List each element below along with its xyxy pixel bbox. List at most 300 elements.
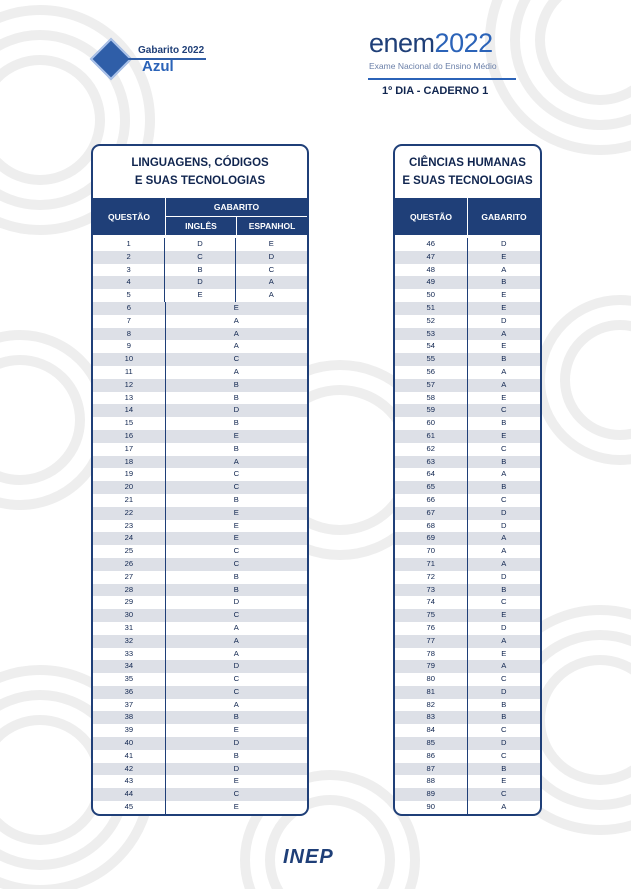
question-number: 56 [395,366,468,379]
question-number: 67 [395,507,468,520]
question-number: 41 [93,750,166,763]
answer: E [501,648,507,658]
answer: D [501,520,507,530]
answer: C [233,674,240,684]
answer: B [233,712,239,722]
question-number: 21 [93,494,166,507]
question-number: 58 [395,392,468,405]
table-row [93,456,307,469]
answer: D [233,405,240,415]
answer: B [233,750,239,760]
table-row [93,545,307,558]
question-number: 23 [93,520,166,533]
question-number: 76 [395,622,468,635]
answer: E [233,302,239,312]
question-number: 9 [93,340,166,353]
question-number: 80 [395,673,468,686]
table-row [395,801,540,814]
question-number: 54 [395,340,468,353]
question-number: 55 [395,353,468,366]
table-row [395,648,540,661]
table-row [93,763,307,776]
answer-ingles: E [165,289,235,302]
table-row [395,622,540,635]
answer: A [501,264,507,274]
table-row [395,443,540,456]
answer: A [233,341,239,351]
answer: A [501,379,507,389]
answer-espanhol: E [268,239,274,248]
table-row [395,251,540,264]
question-number: 75 [395,609,468,622]
question-number: 79 [395,660,468,673]
answer: D [501,571,507,581]
question-number: 16 [93,430,166,443]
question-number: 29 [93,596,166,609]
question-number: 81 [395,686,468,699]
answer-espanhol: A [268,290,274,300]
answer: A [233,456,239,466]
answer: D [501,622,507,632]
answer: D [501,315,507,325]
enem-logo [369,28,493,59]
table-row [395,711,540,724]
table-row [395,545,540,558]
table-row [93,737,307,750]
table-row [395,494,540,507]
table-row [395,532,540,545]
question-number: 17 [93,443,166,456]
table-row [395,788,540,801]
question-number: 48 [395,264,468,277]
answer: C [501,443,507,453]
question-number: 50 [395,289,468,302]
table-row [93,660,307,673]
question-number: 43 [93,775,166,788]
table-row [93,379,307,392]
answer: E [233,776,239,786]
answer: C [501,674,507,684]
question-number: 45 [93,801,166,814]
answer: C [501,750,507,760]
table-body [395,238,540,814]
table-row [93,724,307,737]
answer: B [501,712,507,722]
question-number: 84 [395,724,468,737]
answer: B [501,354,507,364]
question-number: 78 [395,648,468,661]
question-number: 62 [395,443,468,456]
question-number: 28 [93,584,166,597]
table-row [395,571,540,584]
table-row [93,648,307,661]
table-row [395,763,540,776]
table-row [395,468,540,481]
answer: E [501,251,507,261]
table-row [395,264,540,277]
question-number: 66 [395,494,468,507]
answer: A [233,635,239,645]
question-number: 12 [93,379,166,392]
question-number: 24 [93,532,166,545]
panel-title-line1: CIÊNCIAS HUMANAS [409,157,526,169]
table-row [93,417,307,430]
answer: D [501,507,507,517]
answer: A [501,802,507,812]
answer: A [233,622,239,632]
answer: E [233,802,239,812]
table-row [395,699,540,712]
question-number: 51 [395,302,468,315]
table-row [93,801,307,814]
table-row [395,456,540,469]
table-row [395,404,540,417]
table-row [93,788,307,801]
question-number: 15 [93,417,166,430]
answer: B [501,277,507,287]
answer: B [501,418,507,428]
question-number: 87 [395,763,468,776]
answer: B [233,443,239,453]
answer-espanhol: A [268,277,274,287]
question-number: 82 [395,699,468,712]
answer: B [233,571,239,581]
question-number: 47 [395,251,468,264]
table-row [93,443,307,456]
question-number: 2 [93,251,165,264]
question-number: 73 [395,584,468,597]
answer: A [501,366,507,376]
question-number: 89 [395,788,468,801]
table-header [395,198,540,235]
question-number: 85 [395,737,468,750]
question-number: 44 [93,788,166,801]
question-number: 27 [93,571,166,584]
answer: C [233,354,240,364]
question-number: 35 [93,673,166,686]
answer: B [233,392,239,402]
answer: A [233,315,239,325]
table-row [93,532,307,545]
table-row [395,507,540,520]
answer: A [501,469,507,479]
question-number: 70 [395,545,468,558]
answer: D [501,239,507,248]
table-row [395,328,540,341]
answer: C [501,597,507,607]
table-row [395,724,540,737]
answer-espanhol: D [268,251,275,261]
question-number: 77 [395,635,468,648]
question-number: 36 [93,686,166,699]
panel-title-line2: E SUAS TECNOLOGIAS [402,175,533,187]
question-number: 69 [395,532,468,545]
col-questao: QUESTÃO [395,198,468,235]
col-espanhol: ESPANHOL [248,221,296,231]
enem-subtitle: Exame Nacional do Ensino Médio [369,61,497,71]
answer: C [233,558,240,568]
answer-key-panel-humanas [393,144,542,816]
question-number: 72 [395,571,468,584]
answer: D [233,661,240,671]
table-row [395,737,540,750]
table-row [395,417,540,430]
answer: A [233,699,239,709]
question-number: 7 [93,315,166,328]
question-number: 46 [395,238,468,251]
table-row [395,596,540,609]
answer: B [233,379,239,389]
table-row [395,302,540,315]
question-number: 64 [395,468,468,481]
badge-title: Gabarito 2022 [138,45,205,56]
table-row [93,404,307,417]
table-header [93,198,307,235]
table-row [93,302,307,315]
table-row [93,238,307,251]
table-row [395,609,540,622]
question-number: 10 [93,353,166,366]
question-number: 8 [93,328,166,341]
answer: B [501,584,507,594]
question-number: 4 [93,276,165,289]
table-row [93,340,307,353]
answer: B [501,482,507,492]
table-row [395,340,540,353]
question-number: 11 [93,366,166,379]
question-number: 61 [395,430,468,443]
table-row [93,520,307,533]
answer: D [501,686,507,696]
answer: A [233,648,239,658]
question-number: 3 [93,264,165,277]
answer: E [501,776,507,786]
badge-color-name: Azul [142,58,174,75]
answer: A [501,533,507,543]
answer: C [501,789,507,799]
question-number: 42 [93,763,166,776]
answer-ingles: D [165,238,235,251]
answer: B [233,494,239,504]
question-number: 18 [93,456,166,469]
answer: C [233,469,240,479]
question-number: 39 [93,724,166,737]
question-number: 37 [93,699,166,712]
question-number: 26 [93,558,166,571]
table-row [93,596,307,609]
answer: E [501,341,507,351]
question-number: 34 [93,660,166,673]
table-row [93,276,307,289]
table-row [93,315,307,328]
question-number: 6 [93,302,166,315]
answer: E [233,725,239,735]
panel-title-line1: LINGUAGENS, CÓDIGOS [131,157,269,169]
panel-title-line2: E SUAS TECNOLOGIAS [134,175,266,187]
question-number: 32 [93,635,166,648]
answer: E [501,430,507,440]
table-row [93,635,307,648]
answer: A [501,328,507,338]
question-number: 49 [395,276,468,289]
day-label: 1º DIA - CADERNO 1 [382,85,489,97]
question-number: 40 [93,737,166,750]
table-row [395,520,540,533]
enem-logo-year: 2022 [434,28,493,58]
table-row [395,366,540,379]
table-row [395,750,540,763]
answer: B [501,699,507,709]
col-gabarito: GABARITO [166,198,307,217]
table-row [395,558,540,571]
table-row [93,251,307,264]
table-body [93,238,307,814]
answer-espanhol: C [268,264,275,274]
question-number: 30 [93,609,166,622]
question-number: 20 [93,481,166,494]
table-row [93,392,307,405]
question-number: 22 [93,507,166,520]
header-rule [368,78,516,80]
answer: C [233,546,240,556]
question-number: 5 [93,289,165,302]
answer: C [233,610,240,620]
answer: D [501,738,507,748]
question-number: 1 [93,238,165,251]
answer-ingles: C [165,251,235,264]
answer: A [501,661,507,671]
table-row [93,289,307,302]
col-ingles: INGLÊS [166,217,237,235]
table-row [395,430,540,443]
table-row [395,379,540,392]
answer-ingles: D [165,276,235,289]
question-number: 83 [395,711,468,724]
answer: A [233,328,239,338]
table-row [93,711,307,724]
answer: C [501,494,507,504]
answer: A [233,366,239,376]
answer-ingles: B [165,264,235,277]
panel-title [395,146,540,198]
table-row [395,775,540,788]
table-row [395,353,540,366]
answer: C [233,482,240,492]
answer: E [233,520,239,530]
question-number: 65 [395,481,468,494]
answer: A [501,558,507,568]
table-row [93,571,307,584]
question-number: 57 [395,379,468,392]
question-number: 74 [395,596,468,609]
question-number: 31 [93,622,166,635]
table-row [93,584,307,597]
table-row [93,481,307,494]
question-number: 38 [93,711,166,724]
answer: C [501,405,507,415]
question-number: 88 [395,775,468,788]
question-number: 19 [93,468,166,481]
answer: B [233,418,239,428]
table-row [395,392,540,405]
panel-title [93,146,307,198]
answer: E [501,302,507,312]
answer: D [233,763,240,773]
answer: D [233,597,240,607]
answer: E [233,507,239,517]
table-row [93,558,307,571]
table-row [395,673,540,686]
answer: B [233,584,239,594]
table-row [93,507,307,520]
answer: E [501,290,507,300]
answer: E [501,610,507,620]
question-number: 14 [93,404,166,417]
table-row [93,353,307,366]
question-number: 53 [395,328,468,341]
table-row [395,289,540,302]
answer: A [501,635,507,645]
table-row [93,366,307,379]
question-number: 63 [395,456,468,469]
table-row [93,686,307,699]
table-row [395,660,540,673]
table-row [93,750,307,763]
question-number: 90 [395,801,468,814]
question-number: 71 [395,558,468,571]
question-number: 60 [395,417,468,430]
table-row [93,328,307,341]
table-row [395,635,540,648]
inep-logo: INEP [283,846,334,868]
question-number: 52 [395,315,468,328]
question-number: 59 [395,404,468,417]
question-number: 25 [93,545,166,558]
table-row [395,584,540,597]
table-row [395,481,540,494]
enem-logo-text: enem [369,28,435,58]
table-row [395,686,540,699]
question-number: 13 [93,392,166,405]
table-row [93,468,307,481]
table-row [93,673,307,686]
table-row [395,276,540,289]
table-row [93,264,307,277]
answer: B [501,456,507,466]
table-row [93,699,307,712]
table-row [395,315,540,328]
table-row [93,609,307,622]
answer: D [233,738,240,748]
table-row [93,622,307,635]
question-number: 86 [395,750,468,763]
table-row [93,430,307,443]
col-questao: QUESTÃO [93,198,166,235]
answer-key-panel-linguagens [91,144,309,816]
answer: E [233,533,239,543]
answer: C [233,789,240,799]
question-number: 33 [93,648,166,661]
table-row [93,494,307,507]
answer: E [233,430,239,440]
answer: A [501,546,507,556]
col-gabarito: GABARITO [481,211,527,222]
answer: B [501,763,507,773]
table-row [395,238,540,251]
answer: C [233,686,240,696]
question-number: 68 [395,520,468,533]
table-row [93,775,307,788]
